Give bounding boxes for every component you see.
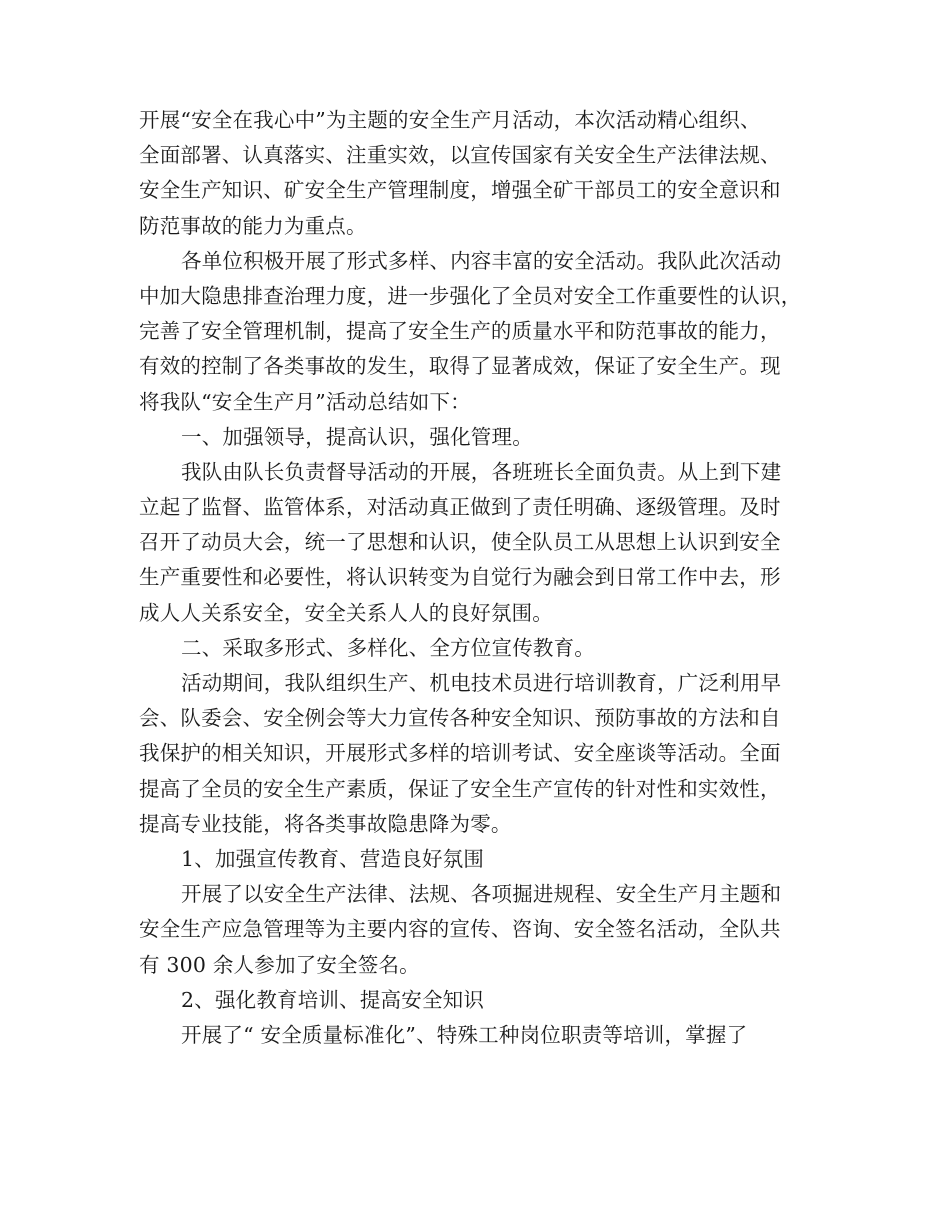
subsection-heading: 1、加强宣传教育、营造良好氛围: [181, 846, 485, 871]
text-line: 开展“安全在我心中”为主题的安全生产月活动，本次活动精心组织、: [139, 108, 761, 132]
text-line: 中加大隐患排查治理力度，进一步强化了全员对安全工作重要性的认识，: [139, 283, 802, 308]
document-body: [139, 103, 829, 1053]
text-line: 有效的控制了各类事故的发生，取得了显著成效，保证了安全生产。现: [139, 354, 781, 379]
text-line: 将我队“安全生产月”活动总结如下：: [139, 389, 471, 414]
text-line: 会、队委会、安全例会等大力宣传各种安全知识、预防事故的方法和自: [139, 706, 781, 731]
text-line: 完善了安全管理机制，提高了安全生产的质量水平和防范事故的能力，: [139, 319, 781, 344]
text-line: 生产重要性和必要性，将认识转变为自觉行为融会到日常工作中去，形: [139, 565, 781, 590]
text-line: 成人人关系安全，安全关系人人的良好氛围。: [139, 600, 553, 625]
section-heading: 二、采取多形式、多样化、全方位宣传教育。: [181, 635, 595, 660]
text-line: 立起了监督、监管体系，对活动真正做到了责任明确、逐级管理。及时: [139, 495, 781, 520]
text-line: 提高了全员的安全生产素质，保证了安全生产宣传的针对性和实效性，: [139, 776, 781, 801]
paragraph-start-line: 开展了“ 安全质量标准化”、特殊工种岗位职责等培训，掌握了: [181, 1022, 748, 1047]
paragraph-start-line: 我队由队长负责督导活动的开展，各班班长全面负责。从上到下建: [181, 459, 782, 484]
text-line: 安全生产应急管理等为主要内容的宣传、咨询、安全签名活动，全队共: [139, 917, 781, 942]
text-line: 召开了动员大会，统一了思想和认识，使全队员工从思想上认识到安全: [139, 530, 781, 555]
text-line: 全面部署、认真落实、注重实效，以宣传国家有关安全生产法律法规、: [139, 143, 781, 168]
text-line: 防范事故的能力为重点。: [139, 213, 367, 238]
text-line: 我保护的相关知识，开展形式多样的培训考试、安全座谈等活动。全面: [139, 741, 781, 766]
text-line: 有 300 余人参加了安全签名。: [139, 952, 420, 977]
text-line: 提高专业技能，将各类事故隐患降为零。: [139, 811, 512, 836]
paragraph-start-line: 开展了以安全生产法律、法规、各项掘进规程、安全生产月主题和: [181, 882, 782, 907]
paragraph-start-line: 各单位积极开展了形式多样、内容丰富的安全活动。我队此次活动: [181, 248, 782, 273]
subsection-heading: 2、强化教育培训、提高安全知识: [181, 987, 485, 1012]
text-line: 安全生产知识、矿安全生产管理制度，增强全矿干部员工的安全意识和: [139, 178, 781, 203]
section-heading: 一、加强领导，提高认识，强化管理。: [181, 424, 533, 449]
paragraph-start-line: 活动期间，我队组织生产、机电技术员进行培训教育，广泛利用早: [181, 671, 782, 695]
